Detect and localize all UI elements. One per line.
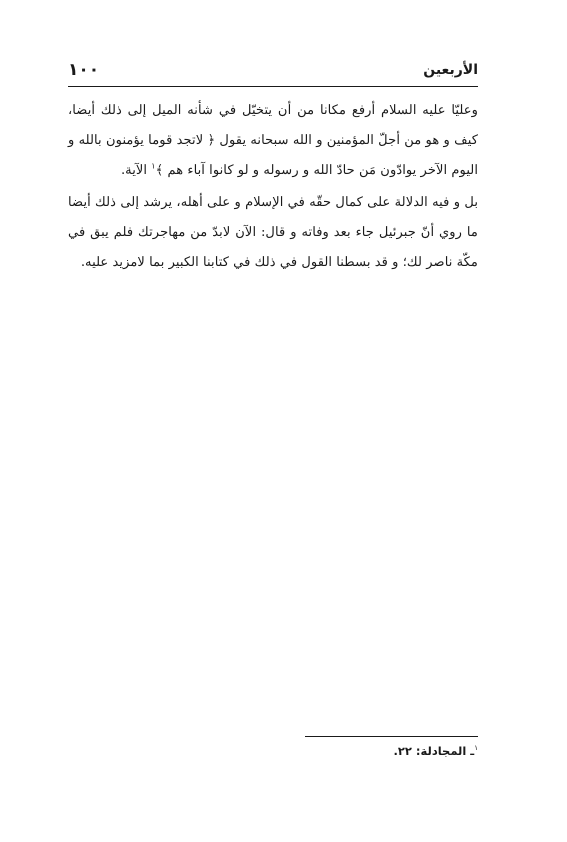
paragraph-2: بل و فيه الدلالة على كمال حقّه في الإسلام و على أهله، يرشد إلى ذلك أيضا ما روي أنّ جبرئيل جاء بعد وفاته و قال: الآن لابدّ من مهاجرتك فلم يبق في مكّة ناصر لك؛ و قد بسطنا القول في ذلك في كتابنا الكبير بما لامزيد عليه.	[68, 195, 478, 270]
footnote-1	[68, 742, 478, 760]
page-number: ١٠٠	[68, 60, 100, 80]
footnote-text-1: ـ المجادلة: ٢٢.	[393, 744, 475, 758]
main-text	[68, 96, 478, 280]
page-header	[68, 60, 478, 87]
paragraph-1	[68, 96, 478, 186]
footnote-marker-1: ١	[474, 744, 478, 753]
running-title: الأربعين	[423, 62, 478, 78]
paragraph-1-text: وعليّا عليه السلام أرفع مكانا من أن يتخيّل في شأنه الميل إلى ذلك أيضا، كيف و هو من أجلّ المؤمنين و الله سبحانه يقول ﴿ لاتجد قوما يؤمنون بالله و اليوم الآخر يوادّون مَن حادّ الله و رسوله و لو كانوا آباء هم ﴾	[68, 103, 478, 178]
footnote-reference-1: ١	[151, 161, 156, 171]
footnote-separator	[305, 736, 478, 737]
paragraph-1-tail: الآية.	[120, 163, 152, 178]
